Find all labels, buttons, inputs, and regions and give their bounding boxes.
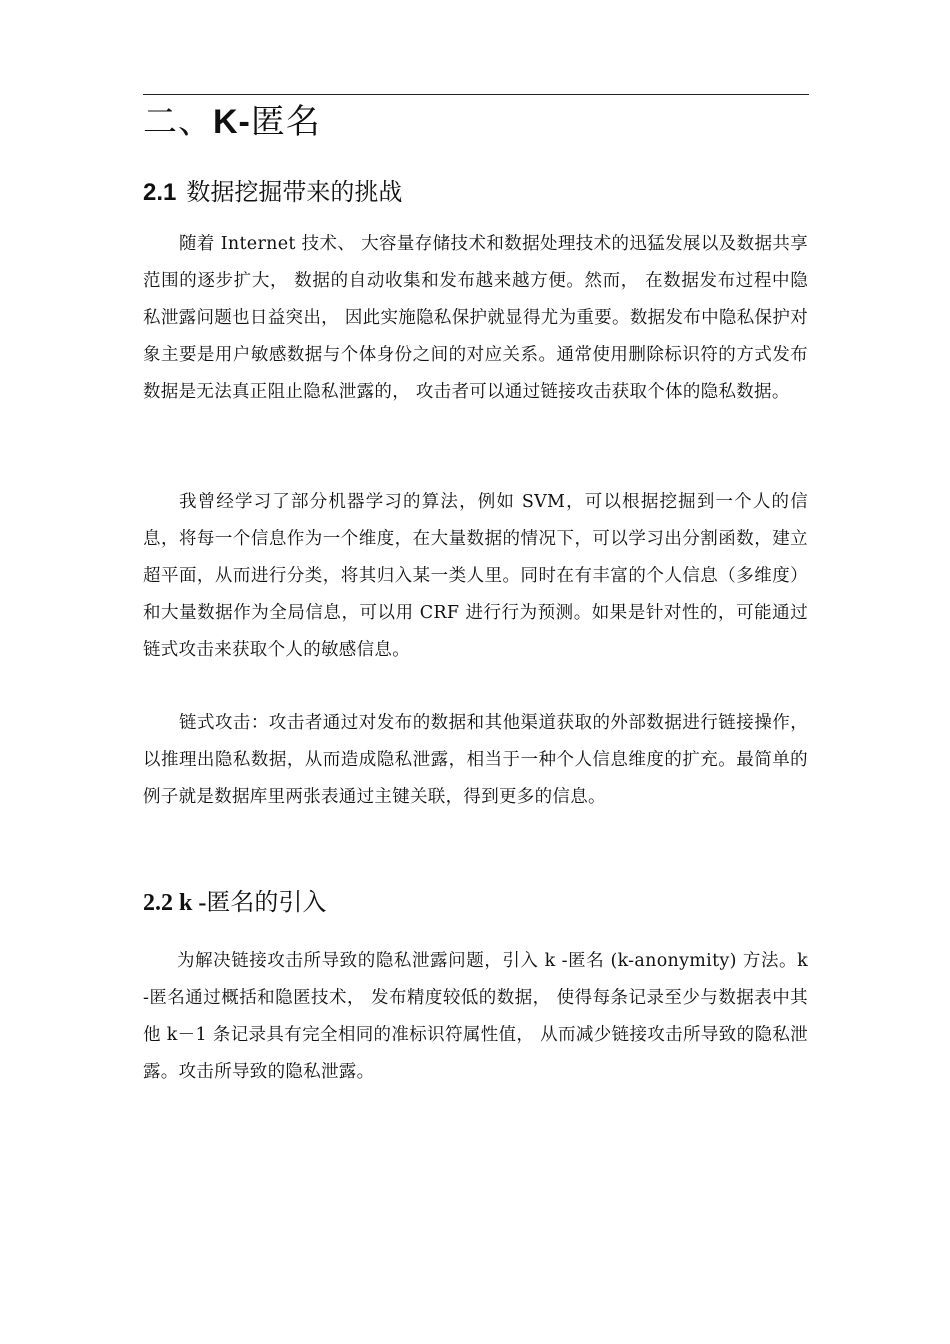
section-heading-2-2	[143, 886, 326, 919]
section-number: 2.1	[143, 179, 177, 206]
header-rule	[143, 94, 809, 95]
chapter-heading	[143, 100, 321, 144]
paragraph-machine-learning: 我曾经学习了部分机器学习的算法，例如 SVM，可以根据挖掘到一个人的信息，将每一个信息作为一个维度，在大量数据的情况下，可以学习出分割函数，建立超平面，从而进行分类，将其归入某一类人里。同时在有丰富的个人信息（多维度）和大量数据作为全局信息，可以用 CRF 进行行为预测。如果是针对性的，可能通过链式攻击来获取个人的敏感信息。	[143, 492, 808, 660]
paragraph-challenges: 随着 Internet 技术、 大容量存储技术和数据处理技术的迅猛发展以及数据共享范围的逐步扩大， 数据的自动收集和发布越来越方便。然而， 在数据发布过程中隐私泄露问题也日益突出， 因此实施隐私保护就显得尤为重要。数据发布中隐私保护对象主要是用户敏感数据与个体身份之间的对应关系。通常使用删除标识符的方式发布数据是无法真正阻止隐私泄露的， 攻击者可以通过链接攻击获取个体的隐私数据。	[143, 234, 808, 402]
section-title: 数据挖掘带来的挑战	[186, 178, 403, 206]
chapter-heading-latin: K-	[213, 103, 251, 141]
section-heading-2-1	[143, 176, 402, 209]
section-number: 2.2 k -	[143, 890, 207, 916]
chapter-heading-prefix: 二、	[143, 102, 213, 142]
section-title: 匿名的引入	[206, 888, 327, 916]
paragraph-chain-attack: 链式攻击：攻击者通过对发布的数据和其他渠道获取的外部数据进行链接操作，以推理出隐私数据，从而造成隐私泄露，相当于一种个人信息维度的扩充。最简单的例子就是数据库里两张表通过主键关联，得到更多的信息。	[143, 713, 808, 807]
chapter-heading-rest: 匿名	[250, 102, 321, 142]
paragraph-k-anonymity: 为解决链接攻击所导致的隐私泄露问题，引入 k -匿名 (k-anonymity) 方法。k -匿名通过概括和隐匿技术， 发布精度较低的数据， 使得每条记录至少与数据表中其他 k－1 条记录具有完全相同的准标识符属性值， 从而减少链接攻击所导致的隐私泄露。攻击所导致的隐私泄露。	[143, 951, 808, 1082]
